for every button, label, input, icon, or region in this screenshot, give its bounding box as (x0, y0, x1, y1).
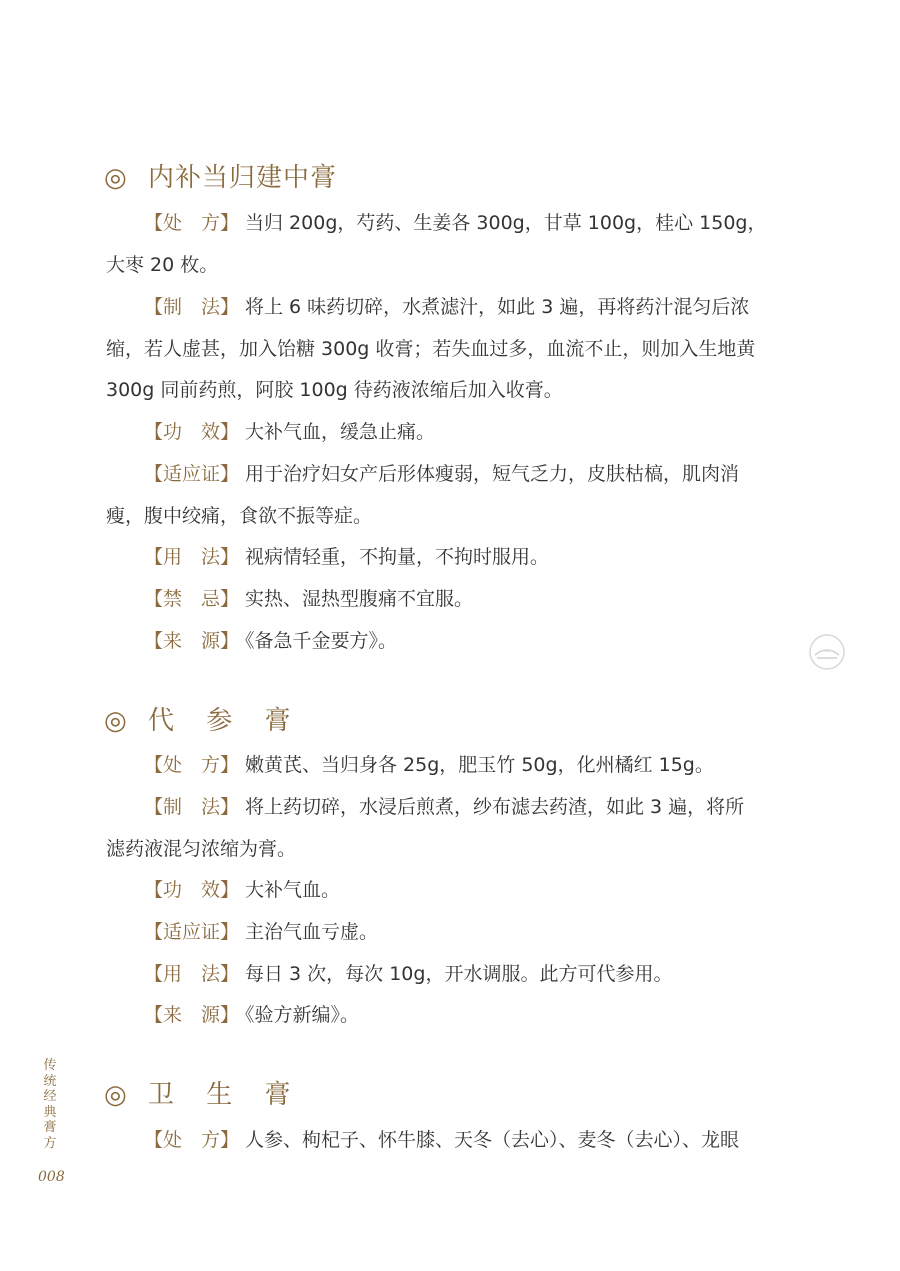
text-line: 【用 法】 每日 3 次，每次 10g，开水调服。此方可代参用。 (144, 963, 673, 985)
text-line: 【制 法】 将上药切碎，水浸后煎煮，纱布滤去药渣，如此 3 遍，将所 (144, 796, 745, 818)
running-title-vertical: 传统经典膏方 (43, 1058, 57, 1151)
section-title-daishen (104, 700, 303, 737)
text-line: 【处 方】 当归 200g，芍药、生姜各 300g，甘草 100g，桂心 150g， (144, 212, 767, 234)
text-line: 【功 效】 大补气血。 (144, 879, 341, 901)
text-line: 大枣 20 枚。 (106, 254, 219, 276)
text-line: 【处 方】 人参、枸杞子、怀牛膝、天冬（去心）、麦冬（去心）、龙眼 (144, 1129, 740, 1151)
section-title-text: 内补当归建中膏 (148, 163, 338, 193)
section-title-weisheng (104, 1074, 303, 1111)
text-line: 【处 方】 嫩黄芪、当归身各 25g，肥玉竹 50g，化州橘红 15g。 (144, 754, 714, 776)
section-title-text: 卫 生 膏 (148, 1080, 303, 1110)
circle-mark-icon: ◎ (104, 163, 128, 193)
publisher-logo-icon (808, 633, 846, 671)
page-number: 008 (38, 1169, 65, 1185)
text-line: 300g 同前药煎，阿胶 100g 待药液浓缩后加入收膏。 (106, 379, 563, 401)
text-line: 【禁 忌】 实热、湿热型腹痛不宜服。 (144, 588, 474, 610)
text-line: 缩，若人虚甚，加入饴糖 300g 收膏；若失血过多，血流不止，则加入生地黄 (106, 338, 756, 360)
text-line: 瘦，腹中绞痛，食欲不振等症。 (106, 505, 373, 527)
text-line: 【制 法】 将上 6 味药切碎，水煮滤汁，如此 3 遍，再将药汁混匀后浓 (144, 296, 750, 318)
circle-mark-icon: ◎ (104, 1080, 128, 1110)
text-line: 【来 源】 《验方新编》。 (144, 1004, 360, 1026)
text-line: 【来 源】 《备急千金要方》。 (144, 630, 398, 652)
section-title-neibu (104, 157, 337, 194)
text-line: 滤药液混匀浓缩为膏。 (106, 838, 297, 860)
text-line: 【适应证】 主治气血亏虚。 (144, 921, 379, 943)
circle-mark-icon: ◎ (104, 706, 128, 736)
text-line: 【功 效】 大补气血，缓急止痛。 (144, 421, 436, 443)
text-line: 【适应证】 用于治疗妇女产后形体瘦弱，短气乏力，皮肤枯槁，肌肉消 (144, 463, 740, 485)
text-line: 【用 法】 视病情轻重，不拘量，不拘时服用。 (144, 546, 550, 568)
section-title-text: 代 参 膏 (148, 706, 303, 736)
